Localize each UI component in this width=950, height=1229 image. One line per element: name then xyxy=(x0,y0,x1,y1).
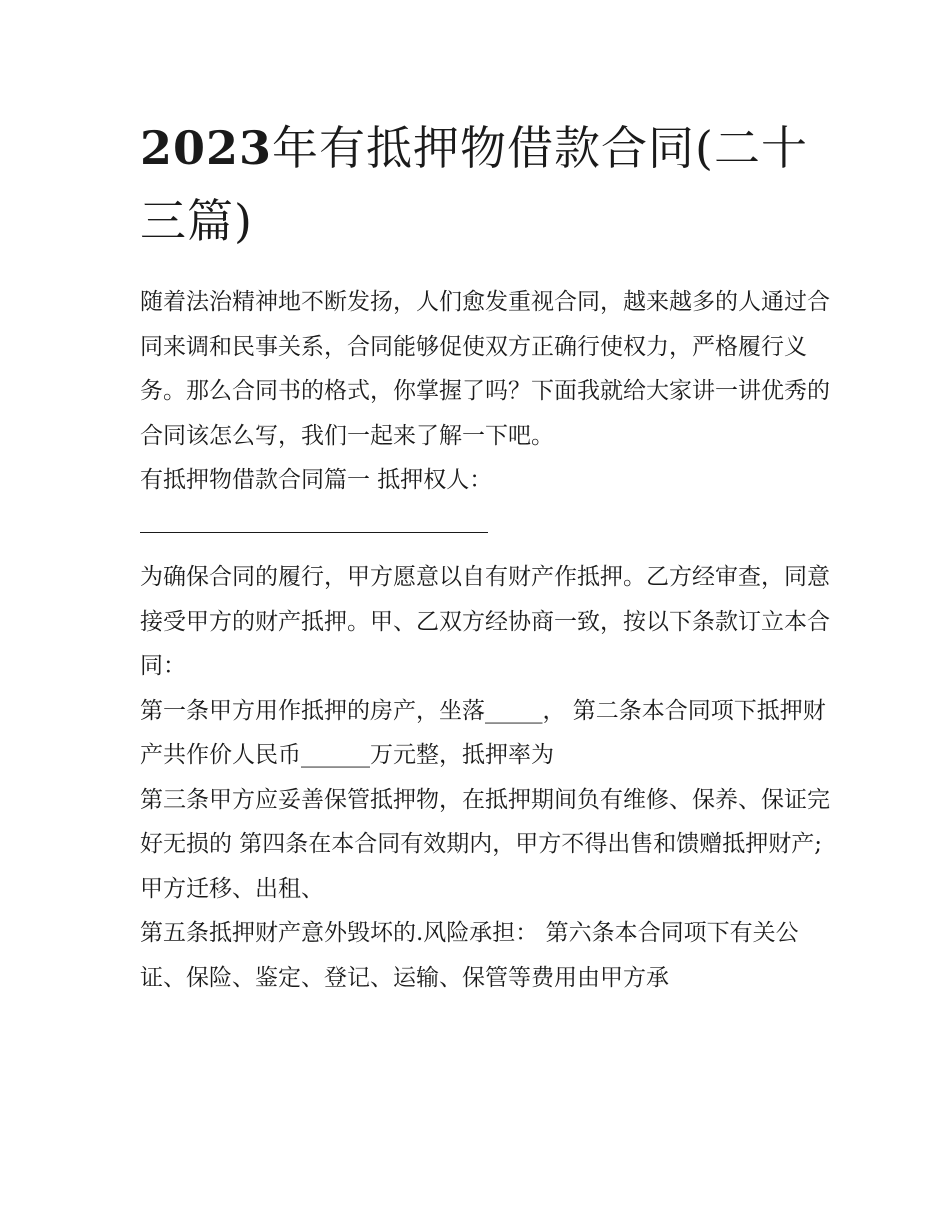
contract-preamble: 为确保合同的履行，甲方愿意以自有财产作抵押。乙方经审查，同意接受甲方的财产抵押。甲、乙双方经协商一致，按以下条款订立本合同： xyxy=(140,564,830,679)
document-body xyxy=(140,280,830,1000)
clause-1-2: 第一条甲方用作抵押的房产，坐落_____， 第二条本合同项下抵押财产共作价人民币______万元整，抵押率为 xyxy=(140,697,826,768)
document-title xyxy=(140,112,820,258)
title-text: 年有抵押物借款合同(二十三篇) xyxy=(140,121,808,248)
clause-3-4: 第三条甲方应妥善保管抵押物，在抵押期间负有维修、保养、保证完好无损的 第四条在本合同有效期内，甲方不得出售和馈赠抵押财产;甲方迁移、出租、 xyxy=(140,786,830,902)
clause-5-6: 第五条抵押财产意外毁坏的.风险承担： 第六条本合同项下有关公证、保险、鉴定、登记、运输、保管等费用由甲方承 xyxy=(140,920,799,991)
section-heading-mortgagee: 有抵押物借款合同篇一 抵押权人： xyxy=(140,467,493,493)
title-year: 2023 xyxy=(140,121,273,175)
intro-paragraph: 随着法治精神地不断发扬，人们愈发重视合同，越来越多的人通过合同来调和民事关系，合同能够促使双方正确行使权力，严格履行义务。那么合同书的格式，你掌握了吗？下面我就给大家讲一讲优秀的合同该怎么写，我们一起来了解一下吧。 xyxy=(140,289,830,449)
